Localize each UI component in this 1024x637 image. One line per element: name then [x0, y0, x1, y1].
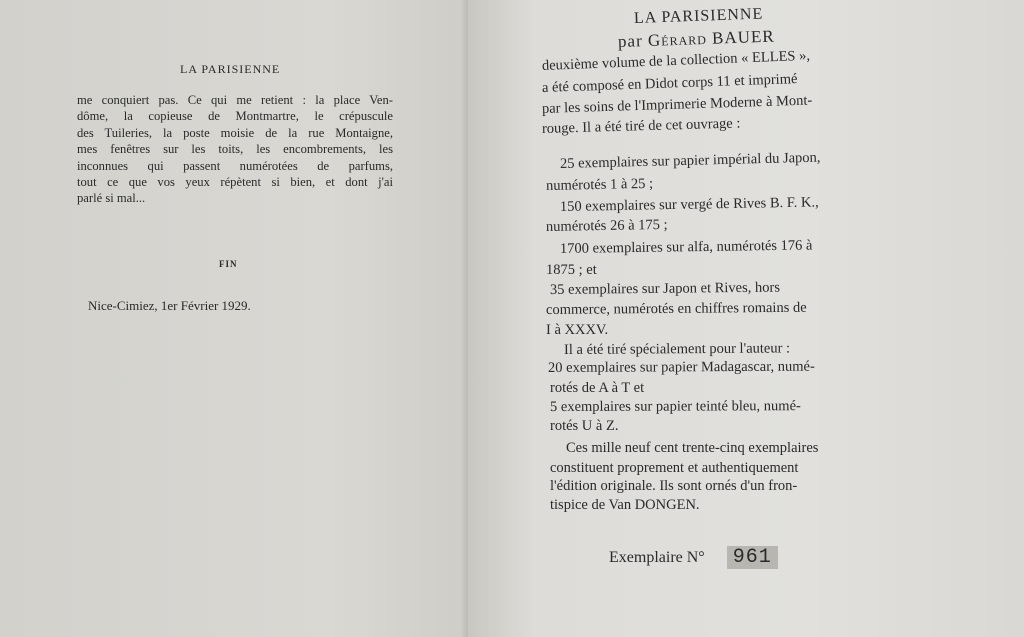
text-line: 20 exemplaires sur papier Madagascar, numé- — [547, 358, 815, 376]
text-line: deuxième volume de la collection « ELLES », — [541, 47, 811, 74]
byline-par: par — [617, 31, 644, 51]
text-line: 1700 exemplaires sur alfa, numérotés 176 à — [559, 237, 813, 257]
text-line: 150 exemplaires sur vergé de Rives B. F. K., — [559, 194, 819, 215]
text-line: 25 exemplaires sur papier impérial du Japon, — [559, 149, 821, 172]
fin-label: FIN — [219, 259, 238, 269]
text-line: 1875 ; et — [546, 262, 597, 278]
text-line: tout ce que vos yeux répètent si bien, et dont j'ai — [77, 175, 393, 190]
copy-number-line — [609, 546, 778, 569]
author-last-name: BAUER — [711, 26, 776, 48]
text-line: commerce, numérotés en chiffres romains de — [545, 299, 807, 318]
text-line: constituent proprement et authentiquement — [550, 460, 799, 476]
text-line: numérotés 26 à 175 ; — [545, 216, 668, 235]
text-line: I à XXXV. — [546, 322, 609, 338]
text-line: inconnues qui passent numérotées de parfums, — [77, 158, 393, 173]
place-date: Nice-Cimiez, 1er Février 1929. — [88, 298, 251, 313]
author-first-name: Gérard — [647, 28, 708, 50]
text-line: rotés U à Z. — [550, 418, 619, 434]
text-line: numérotés 1 à 25 ; — [545, 175, 654, 194]
text-line: mes fenêtres sur les toits, les encombrements, les — [77, 142, 393, 157]
text-line: 35 exemplaires sur Japon et Rives, hors — [549, 279, 781, 298]
book-title: LA PARISIENNE — [633, 5, 764, 27]
running-head: LA PARISIENNE — [180, 62, 281, 76]
copy-number-stamp: 961 — [727, 546, 778, 569]
text-line: par les soins de l'Imprimerie Moderne à Mont- — [541, 92, 813, 117]
text-line: me conquiert pas. Ce qui me retient : la place Ven- — [77, 93, 393, 107]
byline — [618, 27, 775, 52]
text-line: tispice de Van DONGEN. — [550, 497, 700, 513]
text-line: rotés de A à T et — [550, 380, 645, 396]
text-line: rouge. Il a été tiré de cet ouvrage : — [541, 115, 741, 137]
right-page — [468, 0, 1024, 637]
text-line: parlé si mal... — [77, 191, 146, 206]
text-line: des Tuileries, la poste moisie de la rue Montaigne, — [77, 125, 393, 140]
text-block — [77, 92, 393, 207]
text-line: dôme, la copieuse de Montmartre, le crépuscule — [77, 109, 393, 124]
left-page — [0, 0, 468, 637]
text-line: Il a été tiré spécialement pour l'auteur : — [563, 340, 791, 358]
text-line: a été composé en Didot corps 11 et imprimé — [541, 71, 798, 96]
text-line: Ces mille neuf cent trente-cinq exemplaires — [566, 440, 819, 456]
copy-label: Exemplaire N° — [609, 549, 705, 566]
text-line: l'édition originale. Ils sont ornés d'un fron- — [550, 478, 798, 494]
text-line: 5 exemplaires sur papier teinté bleu, numé- — [549, 398, 801, 415]
